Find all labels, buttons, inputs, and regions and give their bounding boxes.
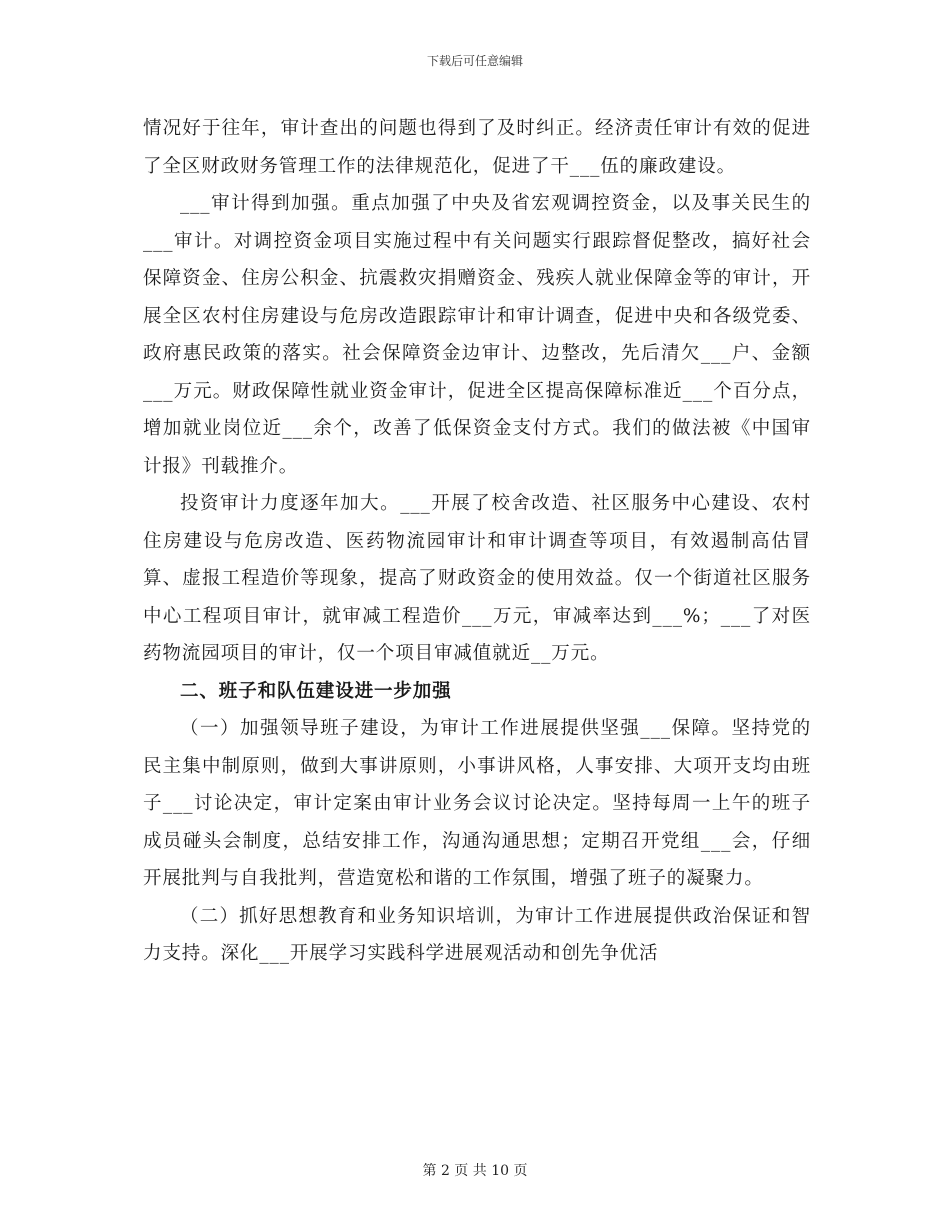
paragraph-investment-audit: 投资审计力度逐年加大。___开展了校舍改造、社区服务中心建设、农村住房建设与危房改造、医药物流园审计和审计调查等项目，有效遏制高估冒算、虚报工程造价等现象，提高了财政资金的使用效益。仅一个街道社区服务中心工程项目审计，就审减工程造价___万元，审减率达到___%；___了对医药物流园项目的审计，仅一个项目审减值就近__万元。 xyxy=(143,493,811,664)
page-footer: 第 2 页 共 10 页 xyxy=(422,1163,528,1179)
document-body xyxy=(143,110,811,973)
page-header: 下载后可任意编辑 xyxy=(426,54,523,68)
paragraph-economic-responsibility-audit: 情况好于往年，审计查出的问题也得到了及时纠正。经济责任审计有效的促进了全区财政财务管理工作的法律规范化，促进了干___伍的廉政建设。 xyxy=(143,118,811,177)
paragraph-leadership-building: （一）加强领导班子建设，为审计工作进展提供坚强___保障。坚持党的民主集中制原则，做到大事讲原则，小事讲风格，人事安排、大项开支均由班子___讨论决定，审计定案由审计业务会议讨论决定。坚持每周一上午的班子成员碰头会制度，总结安排工作，沟通沟通思想；定期召开党组___会，仔细开展批判与自我批判，营造宽松和谐的工作氛围，增强了班子的凝聚力。 xyxy=(143,718,811,889)
paragraph-education-training: （二）抓好思想教育和业务知识培训，为审计工作进展提供政治保证和智力支持。深化___开展学习实践科学进展观活动和创先争优活 xyxy=(143,905,811,964)
section-heading: 二、班子和队伍建设进一步加强 xyxy=(180,680,452,702)
paragraph-policy-audit: ___审计得到加强。重点加强了中央及省宏观调控资金，以及事关民生的___审计。对调控资金项目实施过程中有关问题实行跟踪督促整改，搞好社会保障资金、住房公积金、抗震救灾捐赠资金、残疾人就业保障金等的审计，开展全区农村住房建设与危房改造跟踪审计和审计调查，促进中央和各级党委、政府惠民政策的落实。社会保障资金边审计、边整改，先后清欠___户、金额___万元。财政保障性就业资金审计，促进全区提高保障标准近___个百分点，增加就业岗位近___余个，改善了低保资金支付方式。我们的做法被《中国审计报》刊载推介。 xyxy=(143,193,811,477)
